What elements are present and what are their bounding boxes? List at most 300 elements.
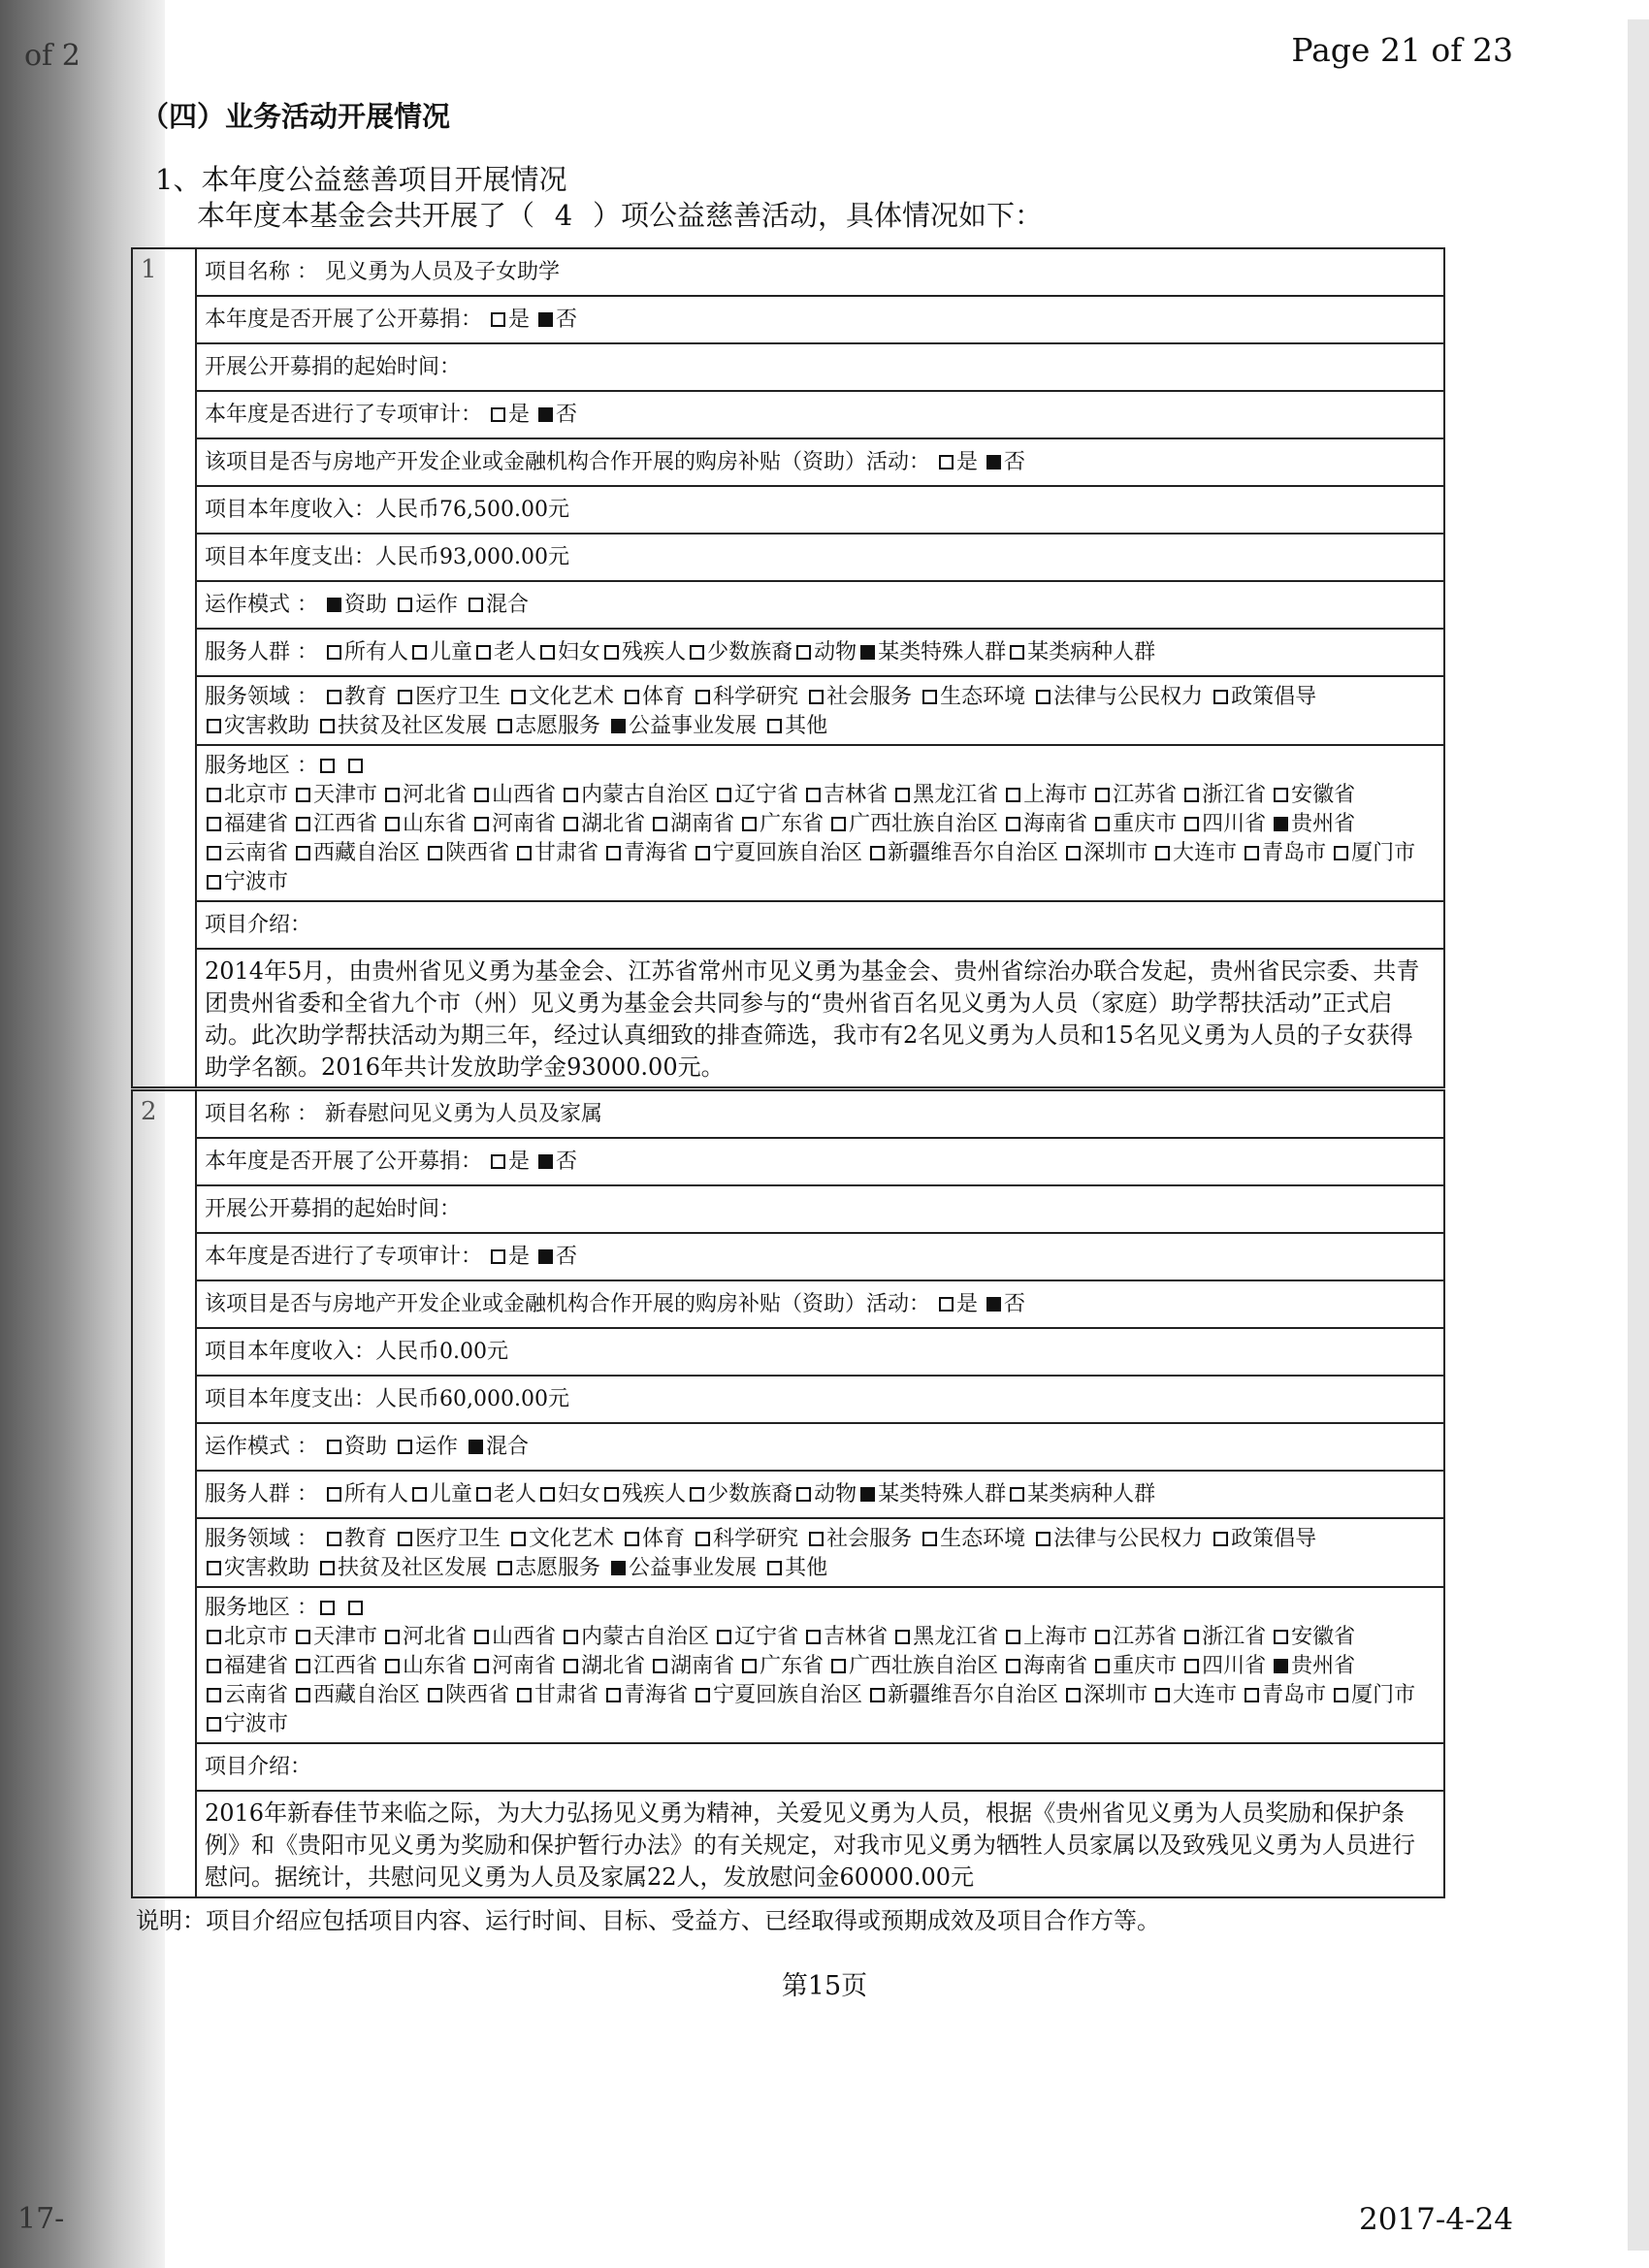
checkbox[interactable]	[517, 1688, 532, 1702]
intro-line	[197, 194, 1043, 234]
expense-value: 人民币93,000.00元	[375, 545, 569, 569]
field-option: 扶贫及社区发展	[318, 714, 487, 738]
checkbox[interactable]	[1213, 1532, 1228, 1546]
field-option: 教育	[325, 1527, 387, 1551]
region-option: 湖北省	[562, 812, 645, 836]
field-option: 志愿服务	[496, 714, 600, 738]
project-name-row: 项目名称 ： 见义勇为人员及子女助学	[196, 248, 1444, 296]
checkbox[interactable]	[1274, 1630, 1288, 1644]
crowd-option: 妇女	[538, 640, 600, 664]
checkbox[interactable]	[320, 1561, 335, 1575]
region-row: 服务地区 ： 北京市 天津市 河北省 山西省 内蒙古自治区 辽宁省 吉林省 黑龙江省 上海市 江苏省 浙江省 安徽省福建省 江西省 山东省 河南省 湖北省 湖南省 广东省 广西壮族自治区 海南省 重庆市 四川省 贵州省云南省 西藏自治区 陕西省 甘肃省 青海省 宁夏回族自治区 新疆维吾尔自治区 深圳市 大连市 青岛市 厦门市宁波市	[196, 1587, 1444, 1743]
checkbox[interactable]	[922, 1532, 937, 1546]
field-option: 体育	[623, 1527, 685, 1551]
checkbox[interactable]	[348, 759, 363, 773]
checkbox[interactable]	[207, 1688, 221, 1702]
checkbox[interactable]	[1006, 1659, 1020, 1673]
checkbox[interactable]	[385, 1630, 400, 1644]
checkbox[interactable]	[895, 788, 910, 802]
field-option: 灾害救助	[205, 1556, 309, 1580]
checkbox[interactable]	[939, 455, 954, 470]
region-option: 内蒙古自治区	[562, 1625, 709, 1649]
region_top-option	[346, 754, 366, 778]
region-row: 服务地区 ： 北京市 天津市 河北省 山西省 内蒙古自治区 辽宁省 吉林省 黑龙江省 上海市 江苏省 浙江省 安徽省福建省 江西省 山东省 河南省 湖北省 湖南省 广东省 广西壮族自治区 海南省 重庆市 四川省 贵州省云南省 西藏自治区 陕西省 甘肃省 青海省 宁夏回族自治区 新疆维吾尔自治区 深圳市 大连市 青岛市 厦门市宁波市	[196, 745, 1444, 901]
checkbox[interactable]	[348, 1601, 363, 1615]
field-option: 社会服务	[807, 1527, 912, 1551]
checkbox[interactable]	[564, 1659, 578, 1673]
checkbox[interactable]	[717, 1630, 731, 1644]
checkbox[interactable]	[511, 1532, 526, 1546]
checkbox[interactable]	[1010, 645, 1024, 660]
description-row	[196, 949, 1444, 1087]
checkbox[interactable]	[1095, 1630, 1110, 1644]
region-option: 青岛市	[1243, 1683, 1326, 1707]
region-option: 北京市	[205, 1625, 288, 1649]
intro-before: 本年度本基金会共开展了（	[197, 199, 535, 232]
region-option: 江苏省	[1093, 783, 1177, 807]
crowd-option: 儿童	[410, 640, 472, 664]
checkbox[interactable]	[398, 1440, 412, 1454]
project-name: 新春慰问见义勇为人员及家属	[325, 1102, 603, 1126]
region-option: 云南省	[205, 1683, 288, 1707]
checkbox[interactable]	[385, 788, 400, 802]
checkbox[interactable]	[860, 1487, 875, 1502]
checkbox[interactable]	[327, 1532, 341, 1546]
checkbox[interactable]	[491, 312, 505, 327]
checkbox[interactable]	[207, 1630, 221, 1644]
audit-row: 本年度是否进行了专项审计： 是 否	[196, 391, 1444, 438]
checkbox[interactable]	[327, 645, 341, 660]
checkbox[interactable]	[1245, 846, 1259, 860]
bleed-text-bottom: 17-	[17, 2202, 65, 2236]
crowd-row: 服务人群 ： 所有人 儿童 老人 妇女 残疾人 少数族裔 动物 某类特殊人群 某类病种人群	[196, 629, 1444, 676]
checkbox[interactable]	[690, 645, 704, 660]
crowd-option: 所有人	[325, 640, 408, 664]
checkbox[interactable]	[296, 1688, 310, 1702]
field-option: 法律与公民权力	[1034, 685, 1203, 709]
region-option: 陕西省	[426, 841, 509, 865]
region-option: 上海市	[1004, 1625, 1087, 1649]
field-option: 科学研究	[694, 685, 798, 709]
checkbox[interactable]	[398, 690, 412, 704]
checkbox[interactable]	[1006, 1630, 1020, 1644]
region-option: 厦门市	[1332, 841, 1415, 865]
checkbox[interactable]	[604, 645, 619, 660]
checkbox[interactable]	[695, 1532, 710, 1546]
field-option: 志愿服务	[496, 1556, 600, 1580]
checkbox[interactable]	[207, 875, 221, 890]
region_top-option	[318, 754, 338, 778]
crowd-option: 动物	[794, 1482, 857, 1507]
footer-date: 2017-4-24	[1358, 2202, 1513, 2237]
checkbox[interactable]	[922, 690, 937, 704]
region-option: 贵州省	[1272, 812, 1355, 836]
region-option: 陕西省	[426, 1683, 509, 1707]
checkbox[interactable]	[1184, 788, 1199, 802]
checkbox[interactable]	[474, 817, 489, 831]
fundraise-row: 本年度是否开展了公开募捐： 是 否	[196, 1138, 1444, 1185]
checkbox[interactable]	[1095, 788, 1110, 802]
checkbox[interactable]	[412, 645, 427, 660]
region-option: 吉林省	[804, 783, 888, 807]
expense-value: 人民币60,000.00元	[375, 1387, 569, 1411]
project-name-row: 项目名称 ： 新春慰问见义勇为人员及家属	[196, 1090, 1444, 1138]
checkbox[interactable]	[767, 719, 782, 733]
region-option: 吉林省	[804, 1625, 888, 1649]
checkbox[interactable]	[327, 1440, 341, 1454]
checkbox[interactable]	[327, 598, 341, 612]
crowd-option: 动物	[794, 640, 857, 664]
checkbox[interactable]	[469, 598, 483, 612]
region-option: 广东省	[740, 812, 824, 836]
field-option: 文化艺术	[509, 1527, 614, 1551]
checkbox[interactable]	[1334, 1688, 1348, 1702]
region-option: 天津市	[294, 783, 377, 807]
checkbox[interactable]	[428, 1688, 442, 1702]
checkbox[interactable]	[327, 1487, 341, 1502]
region-option: 福建省	[205, 812, 288, 836]
checkbox[interactable]	[1274, 788, 1288, 802]
field-option: 文化艺术	[509, 685, 614, 709]
region-option: 辽宁省	[715, 1625, 798, 1649]
checkbox[interactable]	[1184, 817, 1199, 831]
checkbox[interactable]	[611, 719, 626, 733]
crowd-option: 儿童	[410, 1482, 472, 1507]
start-time-row: 开展公开募捐的起始时间：	[196, 343, 1444, 391]
checkbox[interactable]	[695, 1688, 710, 1702]
checkbox[interactable]	[1184, 1659, 1199, 1673]
region-option: 大连市	[1153, 1683, 1237, 1707]
checkbox[interactable]	[939, 1297, 954, 1312]
crowd-option: 少数族裔	[688, 640, 792, 664]
region-option: 福建省	[205, 1654, 288, 1678]
checkbox[interactable]	[895, 1630, 910, 1644]
checkbox[interactable]	[611, 1561, 626, 1575]
checkbox[interactable]	[474, 1630, 489, 1644]
region-option: 深圳市	[1064, 841, 1148, 865]
fundraise-row: 本年度是否开展了公开募捐： 是 否	[196, 296, 1444, 343]
checkbox[interactable]	[1006, 788, 1020, 802]
checkbox[interactable]	[538, 1154, 553, 1169]
region-option: 青海省	[604, 841, 688, 865]
field-row: 服务领域 ： 教育 医疗卫生 文化艺术 体育 科学研究 社会服务 生态环境 法律与公民权力 政策倡导灾害救助 扶贫及社区发展 志愿服务 公益事业发展 其他	[196, 676, 1444, 745]
checkbox[interactable]	[296, 846, 310, 860]
region-option: 广西壮族自治区	[829, 1654, 998, 1678]
region-option: 安徽省	[1272, 783, 1355, 807]
crowd-option: 某类病种人群	[1008, 1482, 1155, 1507]
region-option: 大连市	[1153, 841, 1237, 865]
mode-row: 运作模式 ： 资助 运作 混合	[196, 581, 1444, 629]
page-number: 第15页	[781, 1971, 868, 2001]
field-option: 公益事业发展	[609, 714, 757, 738]
region-option: 北京市	[205, 783, 288, 807]
field-option: 政策倡导	[1212, 685, 1316, 709]
mode-option: 运作	[396, 593, 458, 617]
crowd-option: 老人	[474, 1482, 536, 1507]
checkbox[interactable]	[831, 1659, 846, 1673]
checkbox[interactable]	[474, 1659, 489, 1673]
start-time-row: 开展公开募捐的起始时间：	[196, 1185, 1444, 1233]
checkbox[interactable]	[653, 1659, 667, 1673]
checkbox[interactable]	[1010, 1487, 1024, 1502]
checkbox[interactable]	[498, 1561, 512, 1575]
checkbox[interactable]	[320, 719, 335, 733]
region-option: 贵州省	[1272, 1654, 1355, 1678]
region-option: 山西省	[472, 1625, 556, 1649]
field-option: 法律与公民权力	[1034, 1527, 1203, 1551]
checkbox[interactable]	[296, 817, 310, 831]
checkbox[interactable]	[1066, 1688, 1081, 1702]
region-option: 海南省	[1004, 812, 1087, 836]
region-option: 黑龙江省	[893, 1625, 998, 1649]
checkbox[interactable]	[385, 1659, 400, 1673]
checkbox[interactable]	[564, 1630, 578, 1644]
region-option: 云南省	[205, 841, 288, 865]
field-option: 科学研究	[694, 1527, 798, 1551]
region-option: 新疆维吾尔自治区	[868, 1683, 1058, 1707]
checkbox[interactable]	[809, 690, 824, 704]
checkbox[interactable]	[564, 788, 578, 802]
crowd-option: 某类病种人群	[1008, 640, 1155, 664]
crowd-option: 某类特殊人群	[858, 1482, 1006, 1507]
checkbox[interactable]	[653, 817, 667, 831]
field-option: 其他	[765, 1556, 827, 1580]
checkbox[interactable]	[476, 645, 491, 660]
mode-option: 混合	[467, 593, 529, 617]
crowd-option: 老人	[474, 640, 536, 664]
region-option: 上海市	[1004, 783, 1087, 807]
checkbox[interactable]	[207, 788, 221, 802]
checkbox[interactable]	[538, 407, 553, 422]
field-option: 生态环境	[921, 685, 1025, 709]
region-option: 湖南省	[651, 1654, 734, 1678]
checkbox[interactable]	[1334, 846, 1348, 860]
subsection-title: 1、本年度公益慈善项目开展情况	[155, 163, 567, 196]
region-option: 厦门市	[1332, 1683, 1415, 1707]
region-option: 西藏自治区	[294, 841, 420, 865]
expense-row: 项目本年度支出：人民币60,000.00元	[196, 1376, 1444, 1423]
checkbox[interactable]	[717, 788, 731, 802]
checkbox[interactable]	[1066, 846, 1081, 860]
checkbox[interactable]	[809, 1532, 824, 1546]
checkbox[interactable]	[695, 690, 710, 704]
checkbox[interactable]	[1095, 1659, 1110, 1673]
field-option: 扶贫及社区发展	[318, 1556, 487, 1580]
checkbox[interactable]	[564, 817, 578, 831]
region-option: 江苏省	[1093, 1625, 1177, 1649]
region-option: 河北省	[383, 1625, 467, 1649]
checkbox[interactable]	[491, 1154, 505, 1169]
region-option: 甘肃省	[515, 841, 598, 865]
checkbox[interactable]	[1213, 690, 1228, 704]
bleed-text-top: of 2	[24, 39, 81, 73]
checkbox[interactable]	[604, 1487, 619, 1502]
field-option: 政策倡导	[1212, 1527, 1316, 1551]
region-option: 山东省	[383, 1654, 467, 1678]
region-option: 山东省	[383, 812, 467, 836]
checkbox[interactable]	[540, 1487, 555, 1502]
checkbox[interactable]	[796, 645, 811, 660]
checkbox[interactable]	[207, 817, 221, 831]
checkbox[interactable]	[625, 1532, 639, 1546]
region-option: 甘肃省	[515, 1683, 598, 1707]
checkbox[interactable]	[986, 455, 1001, 470]
region-option: 浙江省	[1182, 1625, 1266, 1649]
region-option: 河南省	[472, 812, 556, 836]
region-option: 四川省	[1182, 812, 1266, 836]
checkbox[interactable]	[491, 1249, 505, 1264]
region-option: 宁波市	[205, 870, 288, 894]
checkbox[interactable]	[1036, 1532, 1051, 1546]
checkbox[interactable]	[606, 1688, 621, 1702]
page-header-label: Page 21 of 23	[1291, 31, 1513, 69]
checkbox[interactable]	[538, 1249, 553, 1264]
crowd-option: 残疾人	[602, 640, 686, 664]
checkbox[interactable]	[1245, 1688, 1259, 1702]
field-option: 社会服务	[807, 685, 912, 709]
checkbox[interactable]	[831, 817, 846, 831]
intro-label-row: 项目介绍：	[196, 901, 1444, 949]
intro-after: ）项公益慈善活动，具体情况如下：	[593, 199, 1044, 232]
checkbox[interactable]	[207, 1659, 221, 1673]
checkbox[interactable]	[207, 1561, 221, 1575]
field-row: 服务领域 ： 教育 医疗卫生 文化艺术 体育 科学研究 社会服务 生态环境 法律与公民权力 政策倡导灾害救助 扶贫及社区发展 志愿服务 公益事业发展 其他	[196, 1518, 1444, 1587]
checkbox[interactable]	[860, 645, 875, 660]
field-option: 公益事业发展	[609, 1556, 757, 1580]
region-option: 辽宁省	[715, 783, 798, 807]
housing-row: 该项目是否与房地产开发企业或金融机构合作开展的购房补贴（资助）活动： 是 否	[196, 438, 1444, 486]
field-option: 医疗卫生	[396, 685, 501, 709]
scan-edge-right	[1628, 19, 1649, 2251]
checkbox[interactable]	[870, 846, 885, 860]
region-option: 河北省	[383, 783, 467, 807]
checkbox[interactable]	[1184, 1630, 1199, 1644]
project-name: 见义勇为人员及子女助学	[325, 260, 561, 284]
region-option: 宁夏回族自治区	[694, 1683, 862, 1707]
mode-option: 运作	[396, 1435, 458, 1459]
region-option: 西藏自治区	[294, 1683, 420, 1707]
checkbox[interactable]	[1036, 690, 1051, 704]
checkbox[interactable]	[806, 788, 821, 802]
region-option: 广西壮族自治区	[829, 812, 998, 836]
income-value: 人民币76,500.00元	[375, 498, 569, 522]
checkbox[interactable]	[207, 1717, 221, 1732]
checkbox[interactable]	[296, 788, 310, 802]
region-option: 重庆市	[1093, 812, 1177, 836]
checkbox[interactable]	[398, 598, 412, 612]
project-index: 1	[132, 248, 196, 1087]
checkbox[interactable]	[870, 1688, 885, 1702]
region-option: 四川省	[1182, 1654, 1266, 1678]
checkbox[interactable]	[207, 846, 221, 860]
checkbox[interactable]	[1155, 846, 1170, 860]
checkbox[interactable]	[385, 817, 400, 831]
crowd-option: 残疾人	[602, 1482, 686, 1507]
crowd-option: 某类特殊人群	[858, 640, 1006, 664]
checkbox[interactable]	[1155, 1688, 1170, 1702]
checkbox[interactable]	[767, 1561, 782, 1575]
project-table-1	[131, 247, 1445, 1088]
project-description: 2014年5月，由贵州省见义勇为基金会、江苏省常州市见义勇为基金会、贵州省综治办联合发起，贵州省民宗委、共青团贵州省委和全省九个市（州）见义勇为基金会共同参与的“贵州省百名见义勇为人员（家庭）助学帮扶活动”正式启动。此次助学帮扶活动为期三年，经过认真细致的排查筛选，我市有2名见义勇为人员和15名见义勇为人员的子女获得助学名额。2016年共计发放助学金93000.00元。	[205, 957, 1420, 1081]
mode-option: 混合	[467, 1435, 529, 1459]
region_top-option	[346, 1596, 366, 1620]
region-option: 青海省	[604, 1683, 688, 1707]
footnote: 说明：项目介绍应包括项目内容、运行时间、目标、受益方、已经取得或预期成效及项目合作方等。	[136, 1907, 1160, 1934]
field-option: 教育	[325, 685, 387, 709]
checkbox[interactable]	[498, 719, 512, 733]
project-description: 2016年新春佳节来临之际，为大力弘扬见义勇为精神，关爱见义勇为人员，根据《贵州省见义勇为人员奖励和保护条例》和《贵阳市见义勇为奖励和保护暂行办法》的有关规定，对我市见义勇为牺牲人员家属以及致残见义勇为人员进行慰问。据统计，共慰问见义勇为人员及家属22人，发放慰问金60000.00元	[205, 1799, 1415, 1891]
checkbox[interactable]	[398, 1532, 412, 1546]
checkbox[interactable]	[474, 788, 489, 802]
checkbox[interactable]	[538, 312, 553, 327]
region-option: 河南省	[472, 1654, 556, 1678]
checkbox[interactable]	[327, 690, 341, 704]
region-option: 天津市	[294, 1625, 377, 1649]
crowd-option: 所有人	[325, 1482, 408, 1507]
checkbox[interactable]	[296, 1659, 310, 1673]
checkbox[interactable]	[695, 846, 710, 860]
checkbox[interactable]	[517, 846, 532, 860]
checkbox[interactable]	[1274, 817, 1288, 831]
checkbox[interactable]	[806, 1630, 821, 1644]
region-option: 湖北省	[562, 1654, 645, 1678]
checkbox[interactable]	[1274, 1659, 1288, 1673]
checkbox[interactable]	[320, 759, 335, 773]
field-option: 体育	[623, 685, 685, 709]
region_top-option	[318, 1596, 338, 1620]
housing-row: 该项目是否与房地产开发企业或金融机构合作开展的购房补贴（资助）活动： 是 否	[196, 1280, 1444, 1328]
region-option: 青岛市	[1243, 841, 1326, 865]
field-option: 其他	[765, 714, 827, 738]
intro-label-row: 项目介绍：	[196, 1743, 1444, 1791]
region-option: 重庆市	[1093, 1654, 1177, 1678]
checkbox[interactable]	[986, 1297, 1001, 1312]
checkbox[interactable]	[742, 1659, 757, 1673]
checkbox[interactable]	[796, 1487, 811, 1502]
region-option: 湖南省	[651, 812, 734, 836]
checkbox[interactable]	[690, 1487, 704, 1502]
region-option: 江西省	[294, 812, 377, 836]
region-option: 安徽省	[1272, 1625, 1355, 1649]
checkbox[interactable]	[476, 1487, 491, 1502]
region-option: 江西省	[294, 1654, 377, 1678]
checkbox[interactable]	[491, 407, 505, 422]
checkbox[interactable]	[625, 690, 639, 704]
crowd-option: 妇女	[538, 1482, 600, 1507]
checkbox[interactable]	[412, 1487, 427, 1502]
checkbox[interactable]	[1095, 817, 1110, 831]
field-option: 生态环境	[921, 1527, 1025, 1551]
checkbox[interactable]	[1006, 817, 1020, 831]
project-count: 4	[554, 199, 573, 232]
checkbox[interactable]	[320, 1601, 335, 1615]
checkbox[interactable]	[207, 719, 221, 733]
checkbox[interactable]	[606, 846, 621, 860]
region-option: 浙江省	[1182, 783, 1266, 807]
expense-row: 项目本年度支出：人民币93,000.00元	[196, 534, 1444, 581]
mode-option: 资助	[325, 1435, 387, 1459]
checkbox[interactable]	[428, 846, 442, 860]
section-title: （四）业务活动开展情况	[141, 100, 451, 133]
region-option: 黑龙江省	[893, 783, 998, 807]
checkbox[interactable]	[511, 690, 526, 704]
checkbox[interactable]	[540, 645, 555, 660]
checkbox[interactable]	[742, 817, 757, 831]
project-table-2	[131, 1089, 1445, 1898]
checkbox[interactable]	[469, 1440, 483, 1454]
project-index: 2	[132, 1090, 196, 1897]
checkbox[interactable]	[296, 1630, 310, 1644]
